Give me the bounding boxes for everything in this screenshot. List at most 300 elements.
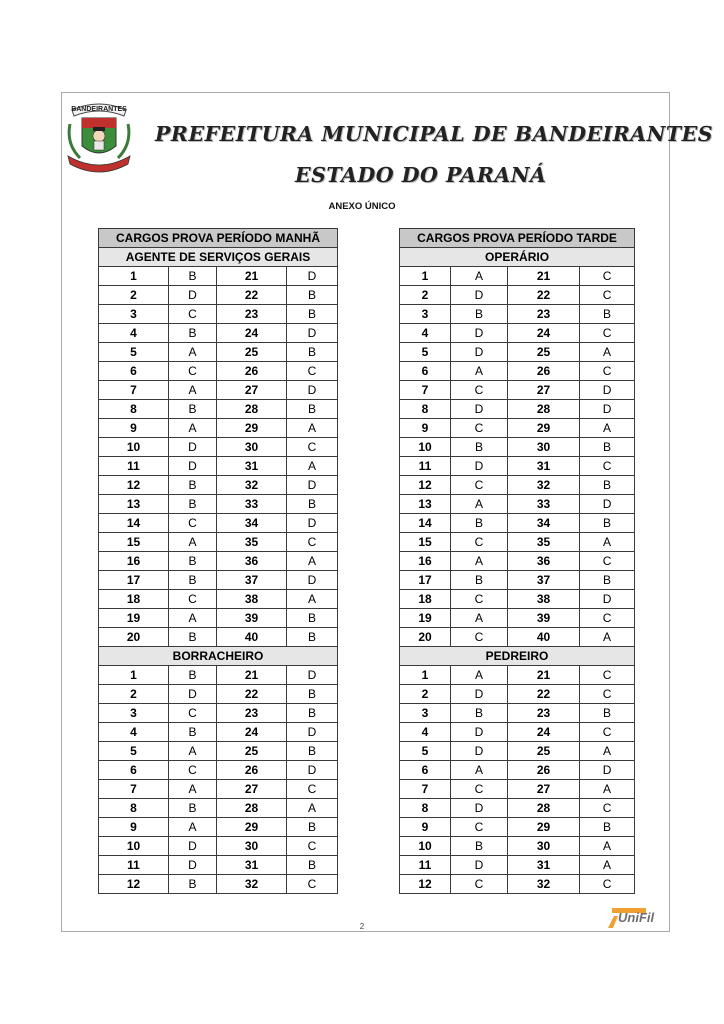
question-number: 18 [99, 590, 169, 609]
question-number: 12 [400, 476, 451, 495]
answer-letter: D [287, 381, 338, 400]
answer-letter: D [451, 685, 508, 704]
question-number: 34 [217, 514, 287, 533]
table-row [400, 343, 635, 362]
question-number: 8 [99, 400, 169, 419]
answer-letter: D [580, 761, 635, 780]
question-number: 16 [400, 552, 451, 571]
answer-letter: A [169, 419, 217, 438]
answer-letter: C [451, 476, 508, 495]
question-number: 13 [400, 495, 451, 514]
question-number: 40 [217, 628, 287, 647]
question-number: 27 [508, 780, 580, 799]
table-row [400, 875, 635, 894]
question-number: 33 [508, 495, 580, 514]
question-number: 22 [217, 286, 287, 305]
answer-letter: C [169, 514, 217, 533]
answer-letter: A [287, 457, 338, 476]
question-number: 10 [400, 837, 451, 856]
answer-letter: C [451, 419, 508, 438]
question-number: 2 [400, 685, 451, 704]
question-number: 25 [217, 343, 287, 362]
table-row [400, 799, 635, 818]
table-row [400, 666, 635, 685]
question-number: 35 [508, 533, 580, 552]
question-number: 24 [217, 324, 287, 343]
answer-letter: A [580, 628, 635, 647]
table-row [99, 685, 338, 704]
question-number: 15 [99, 533, 169, 552]
question-number: 1 [99, 666, 169, 685]
answer-letter: C [580, 666, 635, 685]
answer-letter: B [169, 476, 217, 495]
answer-letter: B [169, 875, 217, 894]
answer-letter: B [580, 305, 635, 324]
answer-letter: C [287, 780, 338, 799]
answer-letter: D [451, 286, 508, 305]
table-row [99, 362, 338, 381]
question-number: 29 [217, 419, 287, 438]
table-row [99, 609, 338, 628]
table-row [99, 286, 338, 305]
table-row [99, 818, 338, 837]
answer-letter: A [169, 343, 217, 362]
question-number: 23 [217, 704, 287, 723]
question-number: 5 [99, 742, 169, 761]
answer-letter: B [451, 704, 508, 723]
question-number: 5 [400, 343, 451, 362]
table-row [400, 723, 635, 742]
question-number: 11 [400, 457, 451, 476]
question-number: 37 [217, 571, 287, 590]
answer-letter: B [169, 552, 217, 571]
question-number: 33 [217, 495, 287, 514]
table-row [99, 552, 338, 571]
answer-letter: B [451, 571, 508, 590]
question-number: 3 [400, 704, 451, 723]
answer-letter: D [451, 799, 508, 818]
answer-letter: C [287, 362, 338, 381]
question-number: 30 [508, 438, 580, 457]
question-number: 20 [400, 628, 451, 647]
question-number: 9 [400, 419, 451, 438]
table-row [400, 362, 635, 381]
question-number: 29 [217, 818, 287, 837]
table-row [99, 666, 338, 685]
answer-letter: B [169, 571, 217, 590]
table-row [99, 476, 338, 495]
question-number: 2 [99, 685, 169, 704]
table-row [99, 514, 338, 533]
answer-letter: B [451, 837, 508, 856]
question-number: 31 [508, 457, 580, 476]
answer-letter: A [451, 761, 508, 780]
question-number: 29 [508, 419, 580, 438]
question-number: 9 [99, 818, 169, 837]
question-number: 17 [400, 571, 451, 590]
question-number: 23 [508, 305, 580, 324]
question-number: 6 [99, 761, 169, 780]
question-number: 15 [400, 533, 451, 552]
table-row [99, 419, 338, 438]
table-row [400, 495, 635, 514]
table-row [400, 381, 635, 400]
question-number: 12 [99, 875, 169, 894]
question-number: 3 [99, 305, 169, 324]
coat-banner-text: BANDEIRANTES [71, 106, 127, 113]
question-number: 24 [508, 723, 580, 742]
question-number: 32 [217, 875, 287, 894]
question-number: 26 [508, 761, 580, 780]
answer-letter: A [451, 362, 508, 381]
question-number: 25 [508, 742, 580, 761]
answer-letter: A [451, 495, 508, 514]
table-row [400, 438, 635, 457]
table-row [99, 856, 338, 875]
question-number: 37 [508, 571, 580, 590]
answer-letter: B [169, 324, 217, 343]
answer-letter: B [287, 742, 338, 761]
question-number: 26 [217, 761, 287, 780]
answer-letter: D [287, 514, 338, 533]
question-number: 3 [99, 704, 169, 723]
answer-letter: A [169, 533, 217, 552]
answer-letter: A [451, 552, 508, 571]
answer-letter: C [451, 818, 508, 837]
question-number: 6 [99, 362, 169, 381]
question-number: 29 [508, 818, 580, 837]
table-row [400, 400, 635, 419]
answer-letter: A [169, 381, 217, 400]
answer-letter: C [287, 438, 338, 457]
question-number: 21 [217, 267, 287, 286]
answer-letter: B [287, 856, 338, 875]
answer-letter: C [287, 875, 338, 894]
question-number: 10 [99, 837, 169, 856]
table-row [99, 799, 338, 818]
answer-letter: D [580, 590, 635, 609]
table-row [400, 324, 635, 343]
answer-letter: B [580, 571, 635, 590]
answer-letter: D [169, 856, 217, 875]
table-row [99, 723, 338, 742]
answer-letter: C [580, 267, 635, 286]
question-number: 3 [400, 305, 451, 324]
question-number: 18 [400, 590, 451, 609]
answer-letter: B [169, 666, 217, 685]
question-number: 25 [508, 343, 580, 362]
table-row [99, 761, 338, 780]
answer-letter: B [451, 305, 508, 324]
table-row [400, 286, 635, 305]
table-row [400, 780, 635, 799]
answer-letter: C [580, 324, 635, 343]
question-number: 12 [99, 476, 169, 495]
page-subtitle: ESTADO DO PARANÁ [295, 163, 547, 187]
answer-letter: A [169, 780, 217, 799]
question-number: 6 [400, 362, 451, 381]
unifil-logo-text: UniFil [618, 910, 655, 925]
answer-letter: C [169, 761, 217, 780]
answer-letter: D [580, 381, 635, 400]
table-row [400, 419, 635, 438]
answer-letter: B [169, 267, 217, 286]
question-number: 32 [508, 875, 580, 894]
answer-letter: D [287, 476, 338, 495]
answer-letter: B [287, 286, 338, 305]
section-title: BORRACHEIRO [99, 647, 338, 666]
question-number: 28 [217, 799, 287, 818]
answer-letter: A [169, 818, 217, 837]
question-number: 6 [400, 761, 451, 780]
answer-letter: A [169, 609, 217, 628]
question-number: 39 [217, 609, 287, 628]
question-number: 28 [508, 400, 580, 419]
question-number: 27 [217, 780, 287, 799]
answer-letter: C [451, 780, 508, 799]
answer-letter: A [580, 742, 635, 761]
table-row [99, 742, 338, 761]
answer-letter: B [580, 476, 635, 495]
question-number: 5 [99, 343, 169, 362]
answer-letter: D [169, 685, 217, 704]
table-row [99, 533, 338, 552]
table-row [99, 343, 338, 362]
question-number: 28 [217, 400, 287, 419]
section-title: OPERÁRIO [400, 248, 635, 267]
table-row [99, 495, 338, 514]
question-number: 30 [217, 438, 287, 457]
question-number: 38 [508, 590, 580, 609]
answer-letter: B [451, 514, 508, 533]
question-number: 1 [99, 267, 169, 286]
question-number: 22 [508, 286, 580, 305]
answer-letter: C [169, 362, 217, 381]
question-number: 4 [400, 324, 451, 343]
question-number: 9 [99, 419, 169, 438]
question-number: 7 [400, 780, 451, 799]
answer-letter: C [451, 381, 508, 400]
question-number: 25 [217, 742, 287, 761]
morning-answer-table [98, 228, 338, 894]
answer-letter: D [451, 723, 508, 742]
question-number: 31 [217, 856, 287, 875]
table-header: CARGOS PROVA PERÍODO MANHÃ [99, 229, 338, 248]
answer-letter: C [451, 875, 508, 894]
table-row [99, 628, 338, 647]
answer-letter: B [287, 305, 338, 324]
answer-letter: A [451, 609, 508, 628]
table-row [99, 837, 338, 856]
answer-letter: B [287, 609, 338, 628]
question-number: 13 [99, 495, 169, 514]
answer-letter: D [287, 267, 338, 286]
question-number: 19 [99, 609, 169, 628]
answer-letter: C [580, 723, 635, 742]
question-number: 11 [99, 856, 169, 875]
question-number: 21 [508, 267, 580, 286]
question-number: 22 [508, 685, 580, 704]
table-row [400, 761, 635, 780]
answer-letter: A [451, 666, 508, 685]
answer-letter: A [580, 780, 635, 799]
section-title: AGENTE DE SERVIÇOS GERAIS [99, 248, 338, 267]
question-number: 8 [400, 799, 451, 818]
question-number: 40 [508, 628, 580, 647]
answer-letter: B [287, 400, 338, 419]
question-number: 20 [99, 628, 169, 647]
answer-letter: C [580, 875, 635, 894]
answer-letter: D [451, 324, 508, 343]
question-number: 4 [99, 324, 169, 343]
question-number: 16 [99, 552, 169, 571]
table-row [99, 267, 338, 286]
answer-letter: B [287, 628, 338, 647]
coat-of-arms [62, 94, 136, 176]
question-number: 4 [99, 723, 169, 742]
question-number: 23 [508, 704, 580, 723]
question-number: 36 [217, 552, 287, 571]
table-row [400, 742, 635, 761]
question-number: 21 [217, 666, 287, 685]
table-row [99, 590, 338, 609]
answer-letter: C [580, 685, 635, 704]
question-number: 1 [400, 267, 451, 286]
answer-letter: C [580, 552, 635, 571]
answer-letter: A [287, 590, 338, 609]
answer-letter: C [169, 305, 217, 324]
answer-letter: A [287, 799, 338, 818]
table-row [400, 856, 635, 875]
question-number: 7 [99, 381, 169, 400]
answer-letter: B [580, 438, 635, 457]
answer-letter: D [451, 400, 508, 419]
question-number: 27 [508, 381, 580, 400]
question-number: 10 [99, 438, 169, 457]
question-number: 35 [217, 533, 287, 552]
question-number: 14 [400, 514, 451, 533]
answer-letter: D [287, 666, 338, 685]
answer-letter: D [169, 286, 217, 305]
answer-letter: C [451, 628, 508, 647]
question-number: 8 [99, 799, 169, 818]
table-row [400, 685, 635, 704]
question-number: 28 [508, 799, 580, 818]
answer-letter: D [451, 343, 508, 362]
table-row [400, 818, 635, 837]
answer-letter: B [169, 628, 217, 647]
table-row [400, 457, 635, 476]
answer-letter: B [451, 438, 508, 457]
answer-letter: D [451, 742, 508, 761]
question-number: 11 [99, 457, 169, 476]
section-title: PEDREIRO [400, 647, 635, 666]
answer-letter: B [169, 495, 217, 514]
answer-letter: D [451, 856, 508, 875]
question-number: 12 [400, 875, 451, 894]
answer-letter: A [580, 856, 635, 875]
answer-letter: D [287, 324, 338, 343]
answer-letter: C [580, 362, 635, 381]
answer-letter: C [580, 799, 635, 818]
table-row [99, 704, 338, 723]
answer-letter: C [169, 590, 217, 609]
page-number: 2 [359, 922, 365, 931]
question-number: 30 [508, 837, 580, 856]
question-number: 2 [99, 286, 169, 305]
question-number: 31 [508, 856, 580, 875]
table-row [400, 704, 635, 723]
answer-letter: C [580, 286, 635, 305]
question-number: 34 [508, 514, 580, 533]
answer-letter: A [287, 552, 338, 571]
answer-letter: B [287, 495, 338, 514]
question-number: 14 [99, 514, 169, 533]
answer-letter: A [580, 533, 635, 552]
question-number: 38 [217, 590, 287, 609]
answer-letter: D [169, 438, 217, 457]
table-row [400, 837, 635, 856]
answer-letter: C [451, 533, 508, 552]
table-row [99, 780, 338, 799]
question-number: 21 [508, 666, 580, 685]
answer-letter: C [287, 837, 338, 856]
table-header: CARGOS PROVA PERÍODO TARDE [400, 229, 635, 248]
question-number: 10 [400, 438, 451, 457]
question-number: 24 [508, 324, 580, 343]
answer-letter: D [287, 571, 338, 590]
answer-letter: A [451, 267, 508, 286]
table-row [400, 305, 635, 324]
table-row [99, 571, 338, 590]
afternoon-answer-table [399, 228, 635, 894]
answer-letter: B [287, 685, 338, 704]
answer-letter: D [580, 495, 635, 514]
question-number: 7 [400, 381, 451, 400]
question-number: 32 [508, 476, 580, 495]
question-number: 26 [508, 362, 580, 381]
table-row [400, 590, 635, 609]
table-row [400, 609, 635, 628]
answer-letter: B [169, 799, 217, 818]
question-number: 23 [217, 305, 287, 324]
question-number: 39 [508, 609, 580, 628]
question-number: 9 [400, 818, 451, 837]
annex-label: ANEXO ÚNICO [328, 201, 396, 212]
answer-letter: D [451, 457, 508, 476]
answer-letter: C [451, 590, 508, 609]
question-number: 7 [99, 780, 169, 799]
page-title: PREFEITURA MUNICIPAL DE BANDEIRANTES [155, 122, 714, 146]
answer-letter: B [287, 704, 338, 723]
answer-letter: A [580, 419, 635, 438]
answer-letter: D [287, 723, 338, 742]
answer-letter: B [580, 704, 635, 723]
answer-letter: A [580, 837, 635, 856]
question-number: 26 [217, 362, 287, 381]
answer-letter: D [287, 761, 338, 780]
question-number: 5 [400, 742, 451, 761]
question-number: 22 [217, 685, 287, 704]
table-row [400, 476, 635, 495]
table-row [400, 533, 635, 552]
question-number: 4 [400, 723, 451, 742]
answer-letter: C [580, 457, 635, 476]
table-row [99, 875, 338, 894]
table-row [400, 267, 635, 286]
table-row [99, 457, 338, 476]
table-row [99, 324, 338, 343]
